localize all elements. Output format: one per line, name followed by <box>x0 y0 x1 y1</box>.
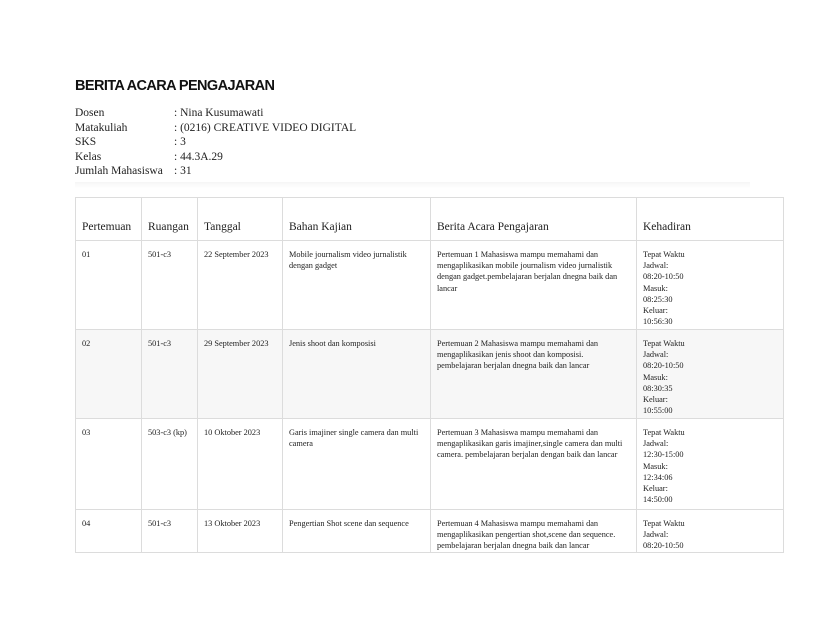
table-row <box>76 241 784 330</box>
divider <box>75 182 750 188</box>
cell-tanggal: 13 Oktober 2023 <box>198 510 283 553</box>
course-info <box>75 106 356 179</box>
info-label: Kelas <box>75 150 102 163</box>
info-row-dosen <box>75 106 356 121</box>
info-value: : 3 <box>174 136 186 148</box>
info-label: Matakuliah <box>75 121 128 134</box>
cell-berita-acara: Pertemuan 1 Mahasiswa mampu memahami dan mengaplikasikan mobile journalism video jurnalistik dengan gadget.pembelajaran berjalan dnegna baik dan lancar <box>431 241 637 330</box>
cell-berita-acara: Pertemuan 2 Mahasiswa mampu memahami dan mengaplikasikan jenis shoot dan komposisi. pembelajaran berjalan dnegna baik dan lancar <box>431 330 637 419</box>
cell-bahan-kajian: Jenis shoot dan komposisi <box>283 330 431 419</box>
cell-kehadiran: Tepat Waktu Jadwal: 08:20-10:50 Masuk: 08:25:30 Keluar: 10:56:30 <box>637 241 784 330</box>
header-ruangan: Ruangan <box>142 198 198 241</box>
table-row <box>76 510 784 553</box>
info-label: Dosen <box>75 107 105 119</box>
cell-ruangan: 501-c3 <box>142 510 198 553</box>
cell-kehadiran-text: Tepat Waktu Jadwal: 08:20-10:50 <box>643 519 685 550</box>
cell-bahan-kajian: Garis imajiner single camera dan multi camera <box>283 419 431 510</box>
table-row <box>76 419 784 510</box>
cell-bahan-kajian: Mobile journalism video jurnalistik dengan gadget <box>283 241 431 330</box>
cell-berita-acara <box>431 510 637 553</box>
info-value: : (0216) CREATIVE VIDEO DIGITAL <box>174 121 357 134</box>
header-berita-acara: Berita Acara Pengajaran <box>431 198 637 241</box>
cell-tanggal: 22 September 2023 <box>198 241 283 330</box>
cell-kehadiran: Tepat Waktu Jadwal: 08:20-10:50 Masuk: 08:30:35 Keluar: 10:55:00 <box>637 330 784 419</box>
cell-berita-acara-text: Pertemuan 4 Mahasiswa mampu memahami dan mengaplikasikan pengertian shot,scene dan sequence. pembelajaran berjalan dnegna baik dan lancar <box>437 519 616 550</box>
attendance-table <box>75 197 784 553</box>
cell-pertemuan: 04 <box>76 510 142 553</box>
cell-pertemuan: 02 <box>76 330 142 419</box>
header-bahan-kajian: Bahan Kajian <box>283 198 431 241</box>
cell-berita-acara: Pertemuan 3 Mahasiswa mampu memahami dan mengaplikasikan garis imajiner,single camera dan multi camera. pembelajaran berjalan dengan baik dan lancar <box>431 419 637 510</box>
info-row-jumlah-mahasiswa <box>75 164 356 179</box>
header-pertemuan: Pertemuan <box>76 198 142 241</box>
cell-pertemuan: 03 <box>76 419 142 510</box>
info-row-sks <box>75 135 356 150</box>
cell-ruangan: 503-c3 (kp) <box>142 419 198 510</box>
info-label: Jumlah Mahasiswa <box>75 165 163 177</box>
header-kehadiran: Kehadiran <box>637 198 784 241</box>
header-tanggal: Tanggal <box>198 198 283 241</box>
cell-tanggal: 29 September 2023 <box>198 330 283 419</box>
page-title: BERITA ACARA PENGAJARAN <box>75 78 275 94</box>
cell-kehadiran <box>637 510 784 553</box>
cell-kehadiran: Tepat Waktu Jadwal: 12:30-15:00 Masuk: 12:34:06 Keluar: 14:50:00 <box>637 419 784 510</box>
info-value: : 31 <box>174 165 192 177</box>
cell-pertemuan: 01 <box>76 241 142 330</box>
cell-tanggal: 10 Oktober 2023 <box>198 419 283 510</box>
cell-ruangan: 501-c3 <box>142 241 198 330</box>
info-row-kelas <box>75 150 356 165</box>
info-value: : 44.3A.29 <box>174 150 223 163</box>
info-value: : Nina Kusumawati <box>174 107 264 119</box>
table-header-row <box>76 198 784 241</box>
info-label: SKS <box>75 136 97 148</box>
cell-bahan-kajian: Pengertian Shot scene dan sequence <box>283 510 431 553</box>
cell-ruangan: 501-c3 <box>142 330 198 419</box>
info-row-matakuliah <box>75 121 356 136</box>
table-row <box>76 330 784 419</box>
